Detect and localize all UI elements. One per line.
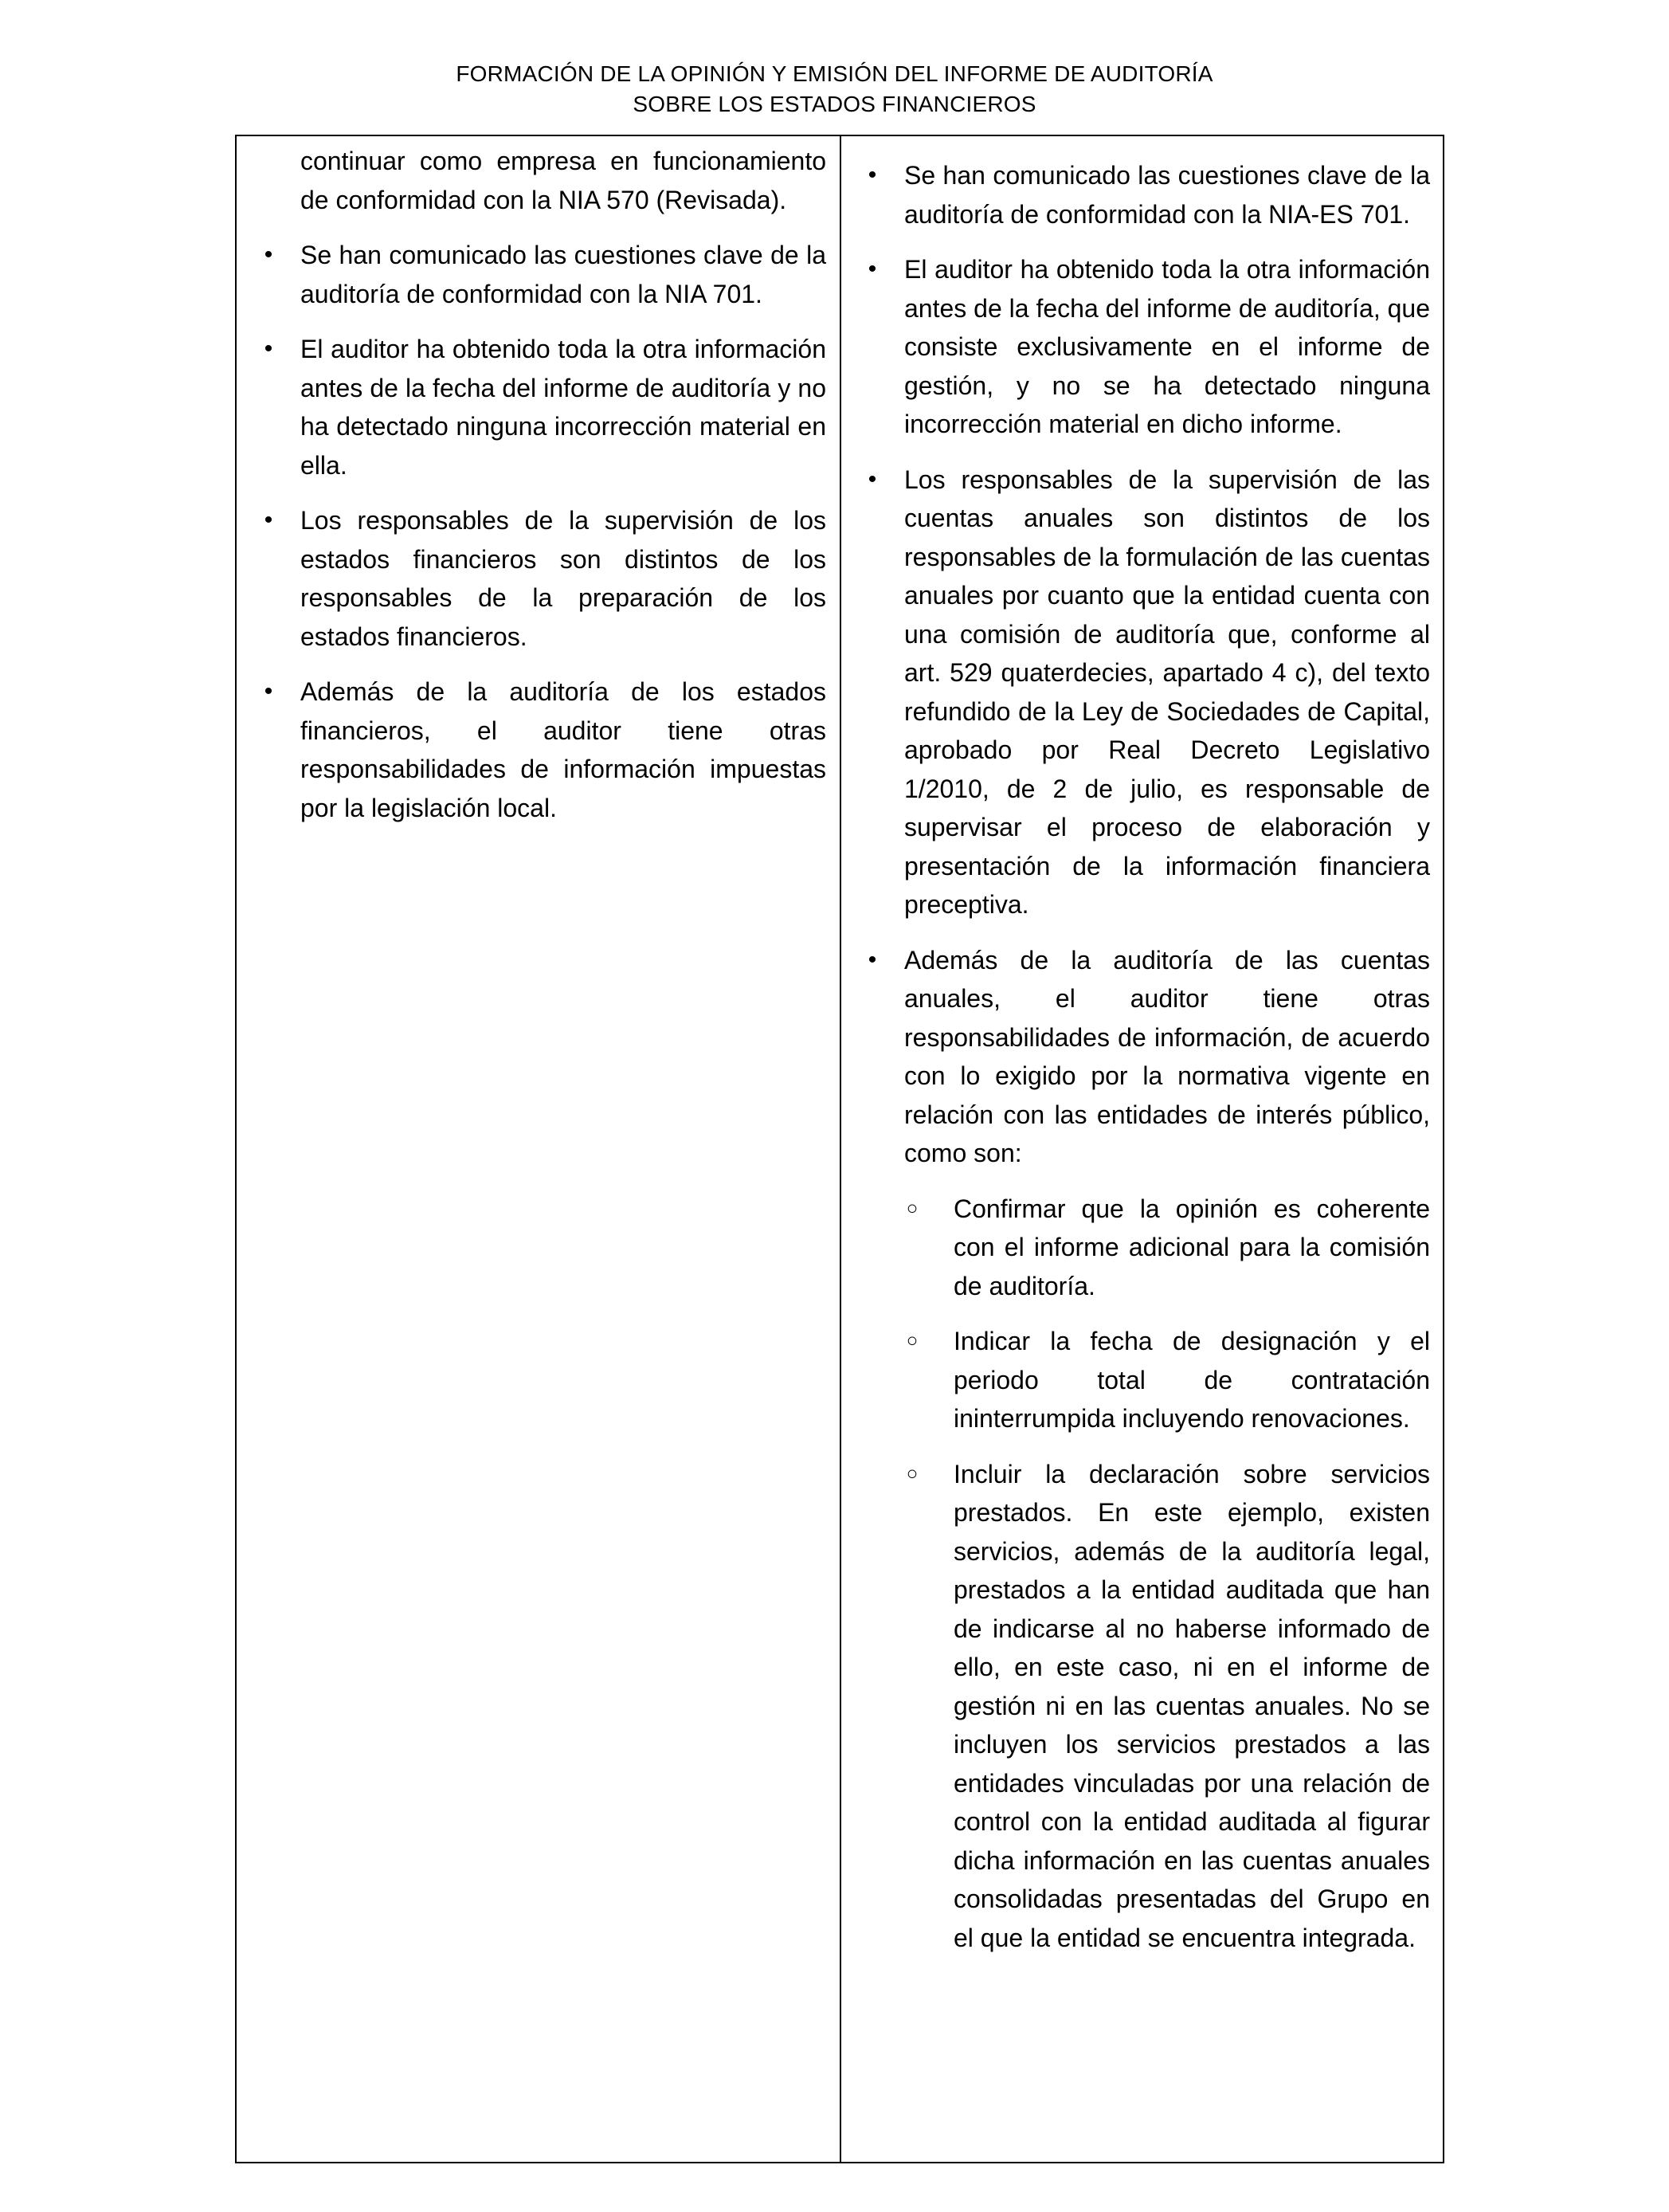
left-list-item — [264, 501, 826, 656]
bullet-icon: • — [264, 678, 273, 704]
right-list-item — [868, 461, 1430, 924]
right-item-text: Además de la auditoría de las cuentas anuales, el auditor tiene otras responsabilidades de información, de acuerdo con lo exigido por la normativa vigente en relación con las entidades de interés público, como son: — [904, 945, 1430, 1167]
header-line-1: FORMACIÓN DE LA OPINIÓN Y EMISIÓN DEL INFORME DE AUDITORÍA — [456, 61, 1213, 86]
left-column — [264, 142, 826, 844]
right-item-text: Los responsables de la supervisión de las cuentas anuales son distintos de los responsables de la formulación de las cuentas anuales por cuanto que la entidad cuenta con una comisión de auditoría que, conforme al art. 529 quaterdecies, apartado 4 c), del texto refundido de la Ley de Sociedades de Capital, aprobado por Real Decreto Legislativo 1/2010, de 2 de julio, es responsable de supervisar el proceso de elaboración y presentación de la información financiera preceptiva. — [904, 465, 1430, 919]
right-sub-list-item — [906, 1455, 1430, 1958]
right-sub-list-item — [906, 1322, 1430, 1438]
left-list-item — [264, 673, 826, 827]
circle-bullet-icon: ○ — [906, 1330, 919, 1351]
left-item-text: Los responsables de la supervisión de los estados financieros son distintos de los responsables de la preparación de los estados financieros. — [300, 506, 826, 651]
right-item-text: Se han comunicado las cuestiones clave de la auditoría de conformidad con la NIA-ES 701. — [904, 161, 1430, 229]
left-continuation-text: continuar como empresa en funcionamiento de conformidad con la NIA 570 (Revisada). — [300, 147, 826, 214]
left-list-item — [264, 330, 826, 484]
right-subitem-text: Incluir la declaración sobre servicios prestados. En este ejemplo, existen servicios, además de la auditoría legal, prestados a la entidad auditada que han de indicarse al no haberse informado de ello, en este caso, ni en el informe de gestión ni en las cuentas anuales. No se incluyen los servicios prestados a las entidades vinculadas por una relación de control con la entidad auditada al figurar dicha información en las cuentas anuales consolidadas presentadas del Grupo en el que la entidad se encuentra integrada. — [954, 1459, 1430, 1952]
right-column — [868, 156, 1430, 1974]
bullet-icon: • — [868, 256, 877, 282]
bullet-icon: • — [868, 946, 877, 973]
column-divider — [840, 136, 841, 2162]
left-item-text: El auditor ha obtenido toda la otra información antes de la fecha del informe de auditoría y no ha detectado ninguna incorrección material en ella. — [300, 335, 826, 480]
page-header — [0, 59, 1669, 120]
right-sub-list-item — [906, 1190, 1430, 1306]
right-list-item — [868, 941, 1430, 1173]
bullet-icon: • — [264, 507, 273, 533]
comparison-table — [235, 135, 1444, 2163]
bullet-icon: • — [868, 465, 877, 492]
right-subitem-text: Indicar la fecha de designación y el periodo total de contratación ininterrumpida incluyendo renovaciones. — [954, 1327, 1430, 1433]
right-subitem-text: Confirmar que la opinión es coherente con el informe adicional para la comisión de auditoría. — [954, 1194, 1430, 1300]
left-item-text: Se han comunicado las cuestiones clave de la auditoría de conformidad con la NIA 701. — [300, 241, 826, 308]
right-list-item — [868, 250, 1430, 444]
bullet-icon: • — [264, 241, 273, 268]
bullet-icon: • — [264, 335, 273, 362]
right-list-item — [868, 156, 1430, 233]
header-line-2: SOBRE LOS ESTADOS FINANCIEROS — [633, 92, 1036, 116]
circle-bullet-icon: ○ — [906, 1462, 919, 1484]
left-list-item — [264, 236, 826, 313]
circle-bullet-icon: ○ — [906, 1197, 919, 1219]
bullet-icon: • — [868, 162, 877, 188]
left-item-text: Además de la auditoría de los estados financieros, el auditor tiene otras responsabilidades de información impuestas por la legislación local. — [300, 677, 826, 822]
right-item-text: El auditor ha obtenido toda la otra información antes de la fecha del informe de auditoría, que consiste exclusivamente en el informe de gestión, y no se ha detectado ninguna incorrección material en dicho informe. — [904, 255, 1430, 438]
